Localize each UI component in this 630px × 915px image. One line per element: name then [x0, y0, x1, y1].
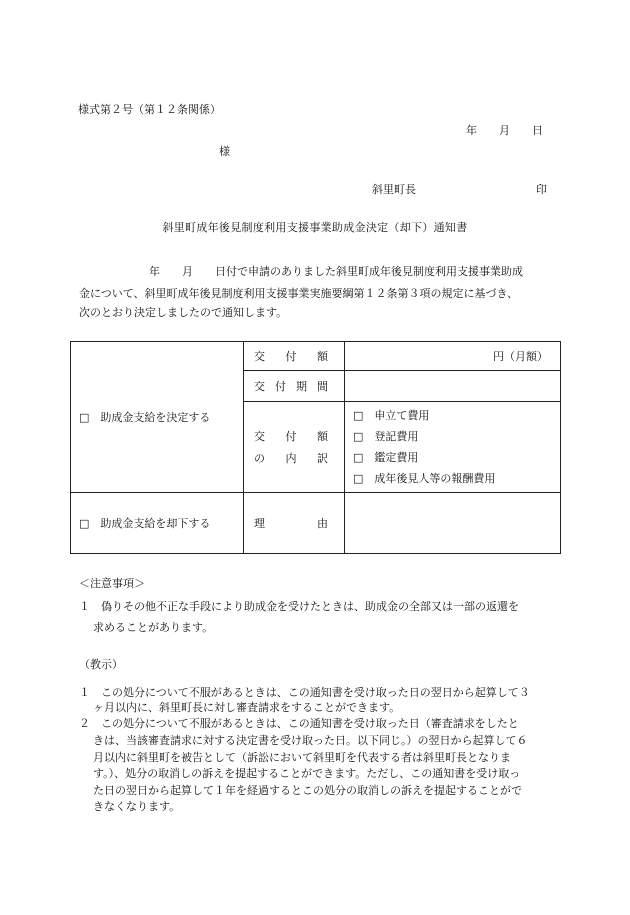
reason-label-cell	[244, 493, 345, 554]
amount-label-char: 交	[254, 350, 265, 363]
approve-checkbox-label[interactable]: □ 助成金支給を決定する	[79, 411, 211, 424]
breakdown-item-guardian-fee[interactable]: □ 成年後見人等の報酬費用	[353, 472, 496, 485]
notes-heading: ＜注意事項＞	[79, 577, 145, 590]
breakdown-label-char: 付	[285, 430, 297, 443]
issuer-name: 斜里町長	[372, 183, 416, 196]
instruction-item-2-line-5: た日の翌日から起算して１年を経過するとこの処分の取消しの訴えを提起することがで	[93, 784, 522, 797]
amount-label-char: 額	[317, 350, 328, 363]
notes-item-1-line-1: １ 偽りその他不正な手段により助成金を受けたときは、助成金の全部又は一部の返還を	[79, 600, 519, 613]
amount-label-cell	[244, 342, 345, 371]
approve-cell	[71, 342, 244, 493]
breakdown-label-char: 訳	[317, 452, 328, 465]
breakdown-item-filing[interactable]: □ 申立て費用	[353, 409, 430, 422]
instruction-item-1-line-1: １ この処分について不服があるときは、この通知書を受け取った日の翌日から起算して３	[79, 686, 530, 699]
period-value-cell[interactable]	[345, 371, 561, 402]
breakdown-label-char: 内	[285, 452, 297, 465]
notes-item-1-line-2: 求めることがあります。	[93, 621, 214, 634]
reason-label-char: 由	[317, 517, 328, 530]
instruction-item-2-line-3: 月以内に斜里町を被告として（訴訟において斜里町を代表する者は斜里町長となりま	[93, 751, 511, 764]
breakdown-label-char: 交	[254, 430, 265, 443]
instruction-item-2-line-1: ２ この処分について不服があるときは、この通知書を受け取った日（審査請求をしたと	[79, 717, 519, 730]
breakdown-items-cell	[345, 402, 561, 493]
instruction-item-1-line-2: ヶ月以内に、斜里町長に対し審査請求をすることができます。	[93, 701, 401, 714]
reject-checkbox-label[interactable]: □ 助成金支給を却下する	[79, 517, 211, 530]
breakdown-label-cell	[244, 402, 345, 493]
instruction-item-2-line-2: きは、当該審査請求に対する決定書を受け取った日。以下同じ。）の翌日から起算して６	[93, 734, 528, 747]
amount-unit: 円（月額）	[493, 350, 548, 363]
addressee-suffix: 様	[219, 145, 230, 158]
reject-cell	[71, 493, 244, 554]
body-line-1: 年 月 日付で申請のありました斜里町成年後見制度利用支援事業助成	[149, 265, 523, 278]
form-number: 様式第２号（第１２条関係）	[78, 103, 221, 116]
reason-value-cell[interactable]	[345, 493, 561, 554]
breakdown-label-char: の	[254, 452, 265, 465]
body-line-2: 金について、斜里町成年後見制度利用支援事業実施要綱第１２条第３項の規定に基づき、	[79, 287, 519, 300]
decision-table	[70, 341, 561, 554]
period-label-char: 期	[296, 380, 307, 393]
breakdown-item-registration[interactable]: □ 登記費用	[353, 430, 419, 443]
period-label-char: 交	[254, 380, 265, 393]
amount-value-cell[interactable]	[345, 342, 561, 371]
reason-label-char: 理	[254, 517, 265, 530]
breakdown-item-appraisal[interactable]: □ 鑑定費用	[353, 451, 419, 464]
instruction-item-2-line-6: きなくなります。	[93, 800, 181, 813]
seal-mark: 印	[536, 183, 547, 196]
date-field: 年 月 日	[466, 124, 543, 137]
period-label-char: 付	[275, 380, 286, 393]
instruction-heading: （教示）	[79, 658, 123, 671]
period-label-cell	[244, 371, 345, 402]
period-label-char: 間	[317, 380, 328, 393]
breakdown-label-char: 額	[317, 430, 328, 443]
instruction-item-2-line-4: す。）、処分の取消しの訴えを提起することができます。ただし、この通知書を受け取っ	[93, 767, 521, 780]
body-line-3: 次のとおり決定しましたので通知します。	[79, 306, 288, 319]
document-title: 斜里町成年後見制度利用支援事業助成金決定（却下）通知書	[162, 221, 468, 234]
amount-label-char: 付	[285, 350, 297, 363]
